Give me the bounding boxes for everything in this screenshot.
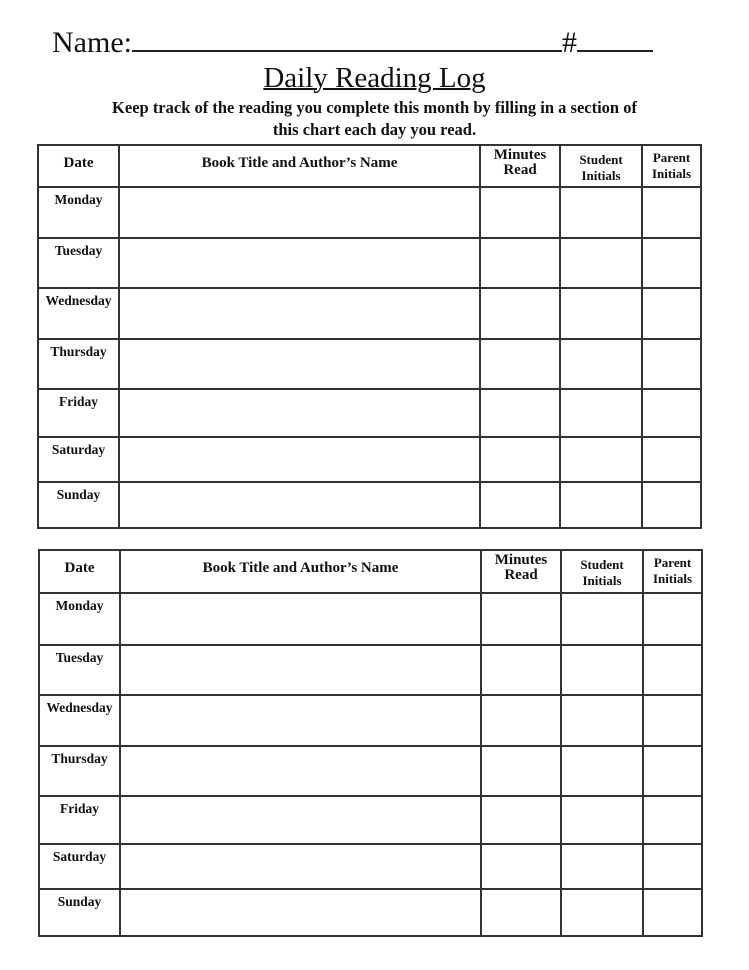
book-cell[interactable]: [119, 187, 480, 238]
book-cell[interactable]: [119, 389, 480, 437]
table-row-sunday: [38, 482, 701, 528]
parent-initials-cell[interactable]: [642, 238, 701, 288]
table-row-saturday: [39, 844, 702, 889]
table-row-wednesday: [39, 695, 702, 746]
parent-initials-cell[interactable]: [642, 389, 701, 437]
book-cell[interactable]: [119, 482, 480, 528]
parent-initials-cell[interactable]: [643, 844, 702, 889]
page-title: Daily Reading Log: [263, 62, 486, 94]
instructions: [0, 97, 749, 141]
parent-initials-cell[interactable]: [642, 187, 701, 238]
minutes-header: Minutes Read: [481, 550, 561, 593]
instructions-line-1: Keep track of the reading you complete this month by filling in a section of: [112, 98, 637, 117]
table-row-monday: [38, 187, 701, 238]
minutes-cell[interactable]: [480, 238, 560, 288]
parent-initials-header: Parent Initials: [643, 550, 702, 593]
parent-initials-cell[interactable]: [643, 695, 702, 746]
day-label: Saturday: [38, 437, 119, 482]
minutes-cell[interactable]: [481, 593, 561, 645]
date-header: Date: [38, 145, 119, 187]
number-label: #: [561, 26, 577, 59]
book-cell[interactable]: [120, 645, 481, 695]
minutes-header: Minutes Read: [480, 145, 560, 187]
student-initials-cell[interactable]: [560, 238, 642, 288]
minutes-cell[interactable]: [481, 645, 561, 695]
table-row-monday: [39, 593, 702, 645]
book-cell[interactable]: [119, 339, 480, 389]
parent-initials-cell[interactable]: [643, 796, 702, 844]
book-cell[interactable]: [119, 288, 480, 339]
name-field[interactable]: [52, 26, 653, 60]
table-row-thursday: [38, 339, 701, 389]
book-cell[interactable]: [120, 746, 481, 796]
day-label: Thursday: [38, 339, 119, 389]
day-label: Wednesday: [38, 288, 119, 339]
parent-initials-header: Parent Initials: [642, 145, 701, 187]
minutes-cell[interactable]: [481, 746, 561, 796]
table-row-tuesday: [39, 645, 702, 695]
table-row-sunday: [39, 889, 702, 936]
student-initials-header: Student Initials: [561, 550, 643, 593]
book-header: Book Title and Author’s Name: [119, 145, 480, 187]
parent-initials-cell[interactable]: [643, 889, 702, 936]
student-initials-cell[interactable]: [560, 288, 642, 339]
parent-initials-cell[interactable]: [642, 288, 701, 339]
student-initials-cell[interactable]: [561, 593, 643, 645]
minutes-cell[interactable]: [480, 437, 560, 482]
parent-initials-cell[interactable]: [643, 645, 702, 695]
student-initials-cell[interactable]: [560, 389, 642, 437]
minutes-cell[interactable]: [480, 482, 560, 528]
day-label: Saturday: [39, 844, 120, 889]
student-initials-cell[interactable]: [561, 645, 643, 695]
student-initials-cell[interactable]: [560, 482, 642, 528]
table-row-saturday: [38, 437, 701, 482]
student-initials-cell[interactable]: [561, 844, 643, 889]
day-label: Sunday: [39, 889, 120, 936]
day-label: Thursday: [39, 746, 120, 796]
name-label: Name:: [52, 26, 132, 59]
student-initials-cell[interactable]: [561, 695, 643, 746]
parent-initials-cell[interactable]: [642, 339, 701, 389]
table-row-wednesday: [38, 288, 701, 339]
book-cell[interactable]: [120, 796, 481, 844]
book-cell[interactable]: [120, 593, 481, 645]
minutes-cell[interactable]: [480, 187, 560, 238]
table-row-tuesday: [38, 238, 701, 288]
day-label: Friday: [38, 389, 119, 437]
day-label: Friday: [39, 796, 120, 844]
student-initials-cell[interactable]: [561, 746, 643, 796]
instructions-line-2: this chart each day you read.: [272, 120, 477, 139]
table-row-friday: [39, 796, 702, 844]
book-cell[interactable]: [120, 695, 481, 746]
parent-initials-cell[interactable]: [643, 746, 702, 796]
book-cell[interactable]: [120, 889, 481, 936]
student-initials-cell[interactable]: [560, 437, 642, 482]
minutes-cell[interactable]: [481, 889, 561, 936]
book-header: Book Title and Author’s Name: [120, 550, 481, 593]
student-initials-cell[interactable]: [560, 339, 642, 389]
date-header: Date: [39, 550, 120, 593]
table-row-friday: [38, 389, 701, 437]
reading-log-table-2: [38, 549, 703, 937]
student-initials-cell[interactable]: [560, 187, 642, 238]
day-label: Tuesday: [39, 645, 120, 695]
minutes-cell[interactable]: [480, 339, 560, 389]
day-label: Monday: [39, 593, 120, 645]
minutes-cell[interactable]: [481, 844, 561, 889]
minutes-cell[interactable]: [480, 389, 560, 437]
parent-initials-cell[interactable]: [643, 593, 702, 645]
day-label: Tuesday: [38, 238, 119, 288]
table-row-thursday: [39, 746, 702, 796]
number-blank[interactable]: [577, 28, 653, 52]
parent-initials-cell[interactable]: [642, 437, 701, 482]
book-cell[interactable]: [120, 844, 481, 889]
student-initials-cell[interactable]: [561, 889, 643, 936]
day-label: Wednesday: [39, 695, 120, 746]
student-initials-header: Student Initials: [560, 145, 642, 187]
name-blank[interactable]: [132, 28, 562, 52]
minutes-cell[interactable]: [480, 288, 560, 339]
header-row: [38, 145, 701, 187]
book-cell[interactable]: [119, 238, 480, 288]
student-initials-cell[interactable]: [561, 796, 643, 844]
minutes-cell[interactable]: [481, 695, 561, 746]
book-cell[interactable]: [119, 437, 480, 482]
parent-initials-cell[interactable]: [642, 482, 701, 528]
day-label: Monday: [38, 187, 119, 238]
reading-log-table-1: [37, 144, 702, 529]
day-label: Sunday: [38, 482, 119, 528]
header-row: [39, 550, 702, 593]
minutes-cell[interactable]: [481, 796, 561, 844]
